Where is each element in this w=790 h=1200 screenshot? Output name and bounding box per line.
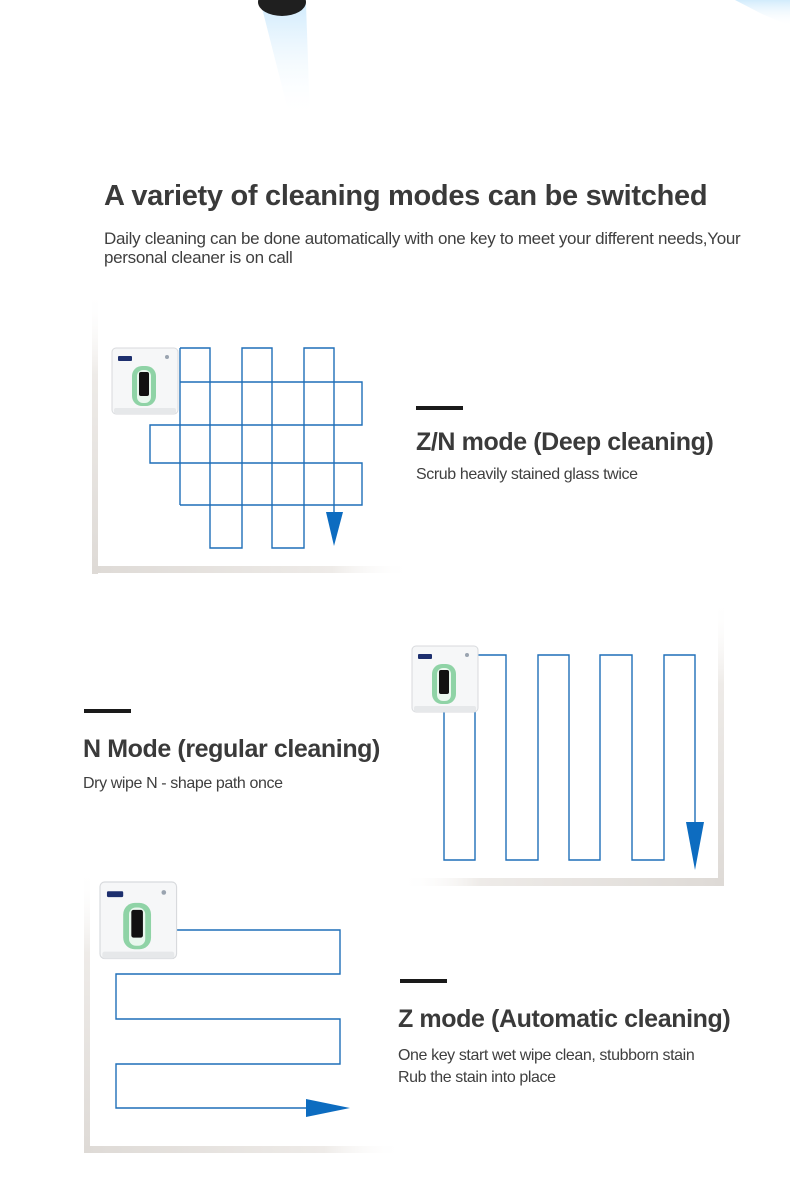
window-frame-bottom — [84, 1146, 404, 1153]
z-mode-accent-bar — [400, 979, 447, 983]
zn-mode-description: Scrub heavily stained glass twice — [416, 466, 638, 483]
z-path-arrow — [306, 1099, 350, 1117]
n-mode-description: Dry wipe N - shape path once — [83, 775, 283, 792]
zn-mode-title: Z/N mode (Deep cleaning) — [416, 428, 714, 456]
window-frame-left — [84, 868, 90, 1153]
z-robot-image — [100, 882, 177, 959]
z-mode-description-line-1: One key start wet wipe clean, stubborn stain — [398, 1047, 695, 1064]
page-title: A variety of cleaning modes can be switched — [104, 180, 708, 212]
page-subtitle: Daily cleaning can be done automatically with one key to meet your different needs,Your personal cleaner is on call — [104, 229, 741, 267]
z-mode-description-line-2: Rub the stain into place — [398, 1069, 556, 1086]
z-mode-title: Z mode (Automatic cleaning) — [398, 1005, 731, 1033]
n-mode-title: N Mode (regular cleaning) — [83, 735, 380, 763]
